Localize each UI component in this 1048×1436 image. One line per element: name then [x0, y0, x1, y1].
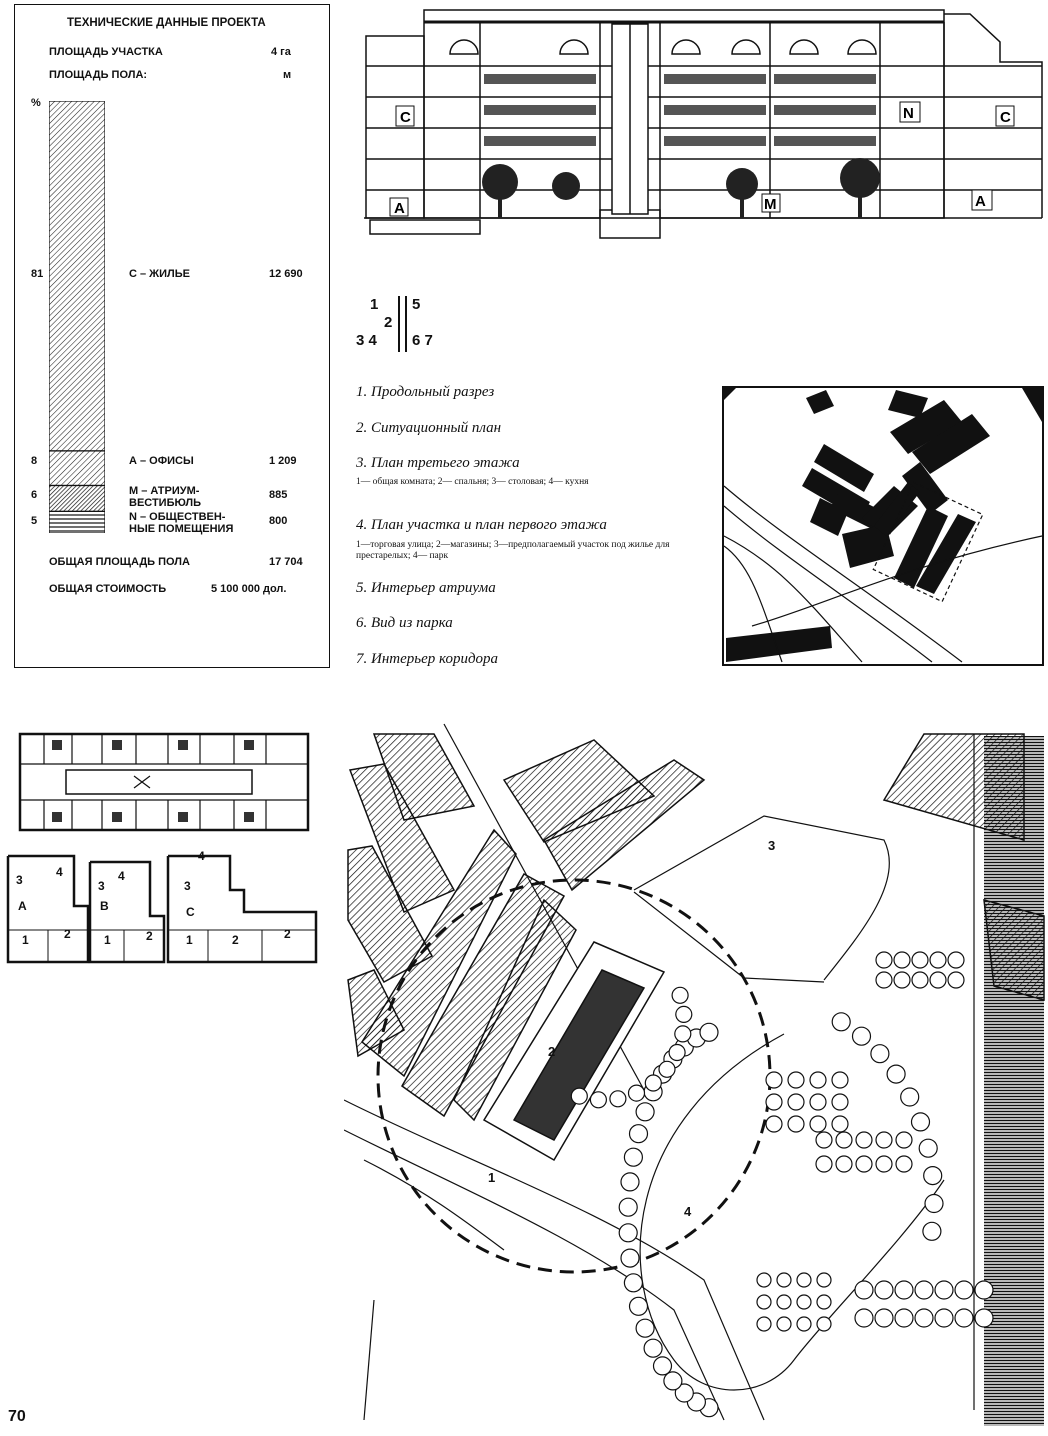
tree-symbol: [895, 1281, 913, 1299]
bar-segment-0: [49, 101, 105, 451]
bar-segment-3: [49, 511, 105, 533]
tree-symbol: [955, 1309, 973, 1327]
tree-symbol: [887, 1065, 905, 1083]
tree-symbol: [923, 1222, 941, 1240]
section-label-c-right: C: [1000, 109, 1011, 126]
unit-a-room-4: 4: [56, 865, 63, 879]
tree-symbol: [621, 1173, 639, 1191]
site-label-1: 1: [488, 1170, 496, 1185]
tree-symbol: [836, 1156, 852, 1172]
tree-symbol: [836, 1132, 852, 1148]
tree-symbol: [797, 1273, 811, 1287]
tree-symbol: [875, 1281, 893, 1299]
unit-b-label: B: [100, 899, 109, 913]
unit-c-label: C: [186, 905, 195, 919]
legend-divider: [398, 296, 407, 352]
tree-symbol: [832, 1094, 848, 1110]
unit-b-room-3: 3: [98, 879, 105, 893]
tree-symbol: [912, 1113, 930, 1131]
tree-symbol: [766, 1094, 782, 1110]
unit-c-room-4: 4: [198, 849, 205, 863]
bar-segment-1: [49, 451, 105, 486]
site-area-value: 4 га: [271, 46, 291, 58]
segment-percent-0: 81: [31, 267, 44, 280]
percent-sign: %: [31, 97, 41, 109]
tree-symbol: [912, 972, 928, 988]
floor-area-label: ПЛОЩАДЬ ПОЛА:: [49, 69, 148, 81]
tree-symbol: [856, 1156, 872, 1172]
tree-symbol: [644, 1339, 662, 1357]
segment-label-3: N – ОБЩЕСТВЕН-: [129, 511, 226, 524]
tree-symbol: [930, 972, 946, 988]
unit-c-room-1: 1: [186, 933, 193, 947]
tech-title: ТЕХНИЧЕСКИЕ ДАННЫЕ ПРОЕКТА: [67, 17, 266, 29]
tree-symbol: [619, 1198, 637, 1216]
tree-symbol: [757, 1317, 771, 1331]
caption-5: 5. Интерьер атриума: [356, 580, 496, 596]
tree-symbol: [630, 1297, 648, 1315]
tree-symbol: [901, 1088, 919, 1106]
tree-symbol: [590, 1092, 606, 1108]
tree-symbol: [766, 1072, 782, 1088]
tree-symbol: [621, 1249, 639, 1267]
segment-label-0: С – ЖИЛЬЕ: [129, 267, 190, 280]
tree-symbol: [810, 1072, 826, 1088]
figure-number-legend: [356, 296, 446, 356]
tree-symbol: [915, 1309, 933, 1327]
tree-symbol: [919, 1139, 937, 1157]
tree-symbol: [777, 1295, 791, 1309]
tree-symbol: [896, 1132, 912, 1148]
tree-symbol: [876, 952, 892, 968]
segment-percent-1: 8: [31, 454, 38, 467]
unit-b-room-2: 2: [146, 929, 153, 943]
unit-b-room-4: 4: [118, 869, 125, 883]
tree-symbol: [894, 952, 910, 968]
legend-6-7: 6 7: [412, 332, 433, 349]
section-label-m: M: [764, 196, 777, 213]
bar-segment-2: [49, 485, 105, 511]
segment-label-2: М – АТРИУМ-: [129, 485, 200, 498]
tree-symbol: [876, 972, 892, 988]
tree-symbol: [664, 1372, 682, 1390]
segment-value-0: 12 690: [269, 267, 303, 280]
legend-2: 2: [384, 314, 393, 331]
tree-symbol: [810, 1116, 826, 1132]
tree-symbol: [935, 1309, 953, 1327]
tree-symbol: [619, 1224, 637, 1242]
segment-label-line2-3: НЫЕ ПОМЕЩЕНИЯ: [129, 523, 234, 536]
segment-value-1: 1 209: [269, 454, 297, 467]
tree-symbol: [788, 1072, 804, 1088]
tree-symbol: [788, 1116, 804, 1132]
tree-symbol: [871, 1045, 889, 1063]
tree-symbol: [925, 1195, 943, 1213]
technical-data-panel: [14, 4, 330, 668]
tree-symbol: [817, 1295, 831, 1309]
tree-symbol: [757, 1295, 771, 1309]
third-floor-corridor-plan: [18, 732, 310, 832]
tree-symbol: [915, 1281, 933, 1299]
tree-symbol: [817, 1317, 831, 1331]
unit-c-room-2: 2: [232, 933, 239, 947]
tree-symbol: [645, 1075, 661, 1091]
tree-symbol: [817, 1273, 831, 1287]
tree-symbol: [816, 1132, 832, 1148]
tree-symbol: [876, 1156, 892, 1172]
caption-1: 1. Продольный разрез: [356, 384, 495, 400]
caption-7: 7. Интерьер коридора: [356, 651, 499, 667]
segment-percent-2: 6: [31, 489, 38, 502]
total-area-value: 17 704: [269, 556, 303, 568]
tree-symbol: [856, 1132, 872, 1148]
caption-4: 4. План участка и план первого этажа: [356, 517, 607, 533]
tree-symbol: [659, 1061, 675, 1077]
caption-4-legend: 1—торговая улица; 2—магазины; 3—предполагаемый участок под жилье для престарелых; 4— парк: [356, 540, 670, 561]
unit-a-label: A: [18, 899, 27, 913]
caption-3: 3. План третьего этажа: [356, 455, 520, 471]
tree-symbol: [797, 1317, 811, 1331]
section-label-a: A: [394, 200, 405, 217]
legend-3-4: 3 4: [356, 332, 377, 349]
tree-symbol: [855, 1281, 873, 1299]
unit-a-room-3: 3: [16, 873, 23, 887]
unit-c-room-3: 3: [184, 879, 191, 893]
tree-symbol: [629, 1085, 645, 1101]
segment-label-line2-2: ВЕСТИБЮЛЬ: [129, 497, 202, 510]
tree-symbol: [610, 1091, 626, 1107]
segment-percent-3: 5: [31, 515, 38, 528]
tree-symbol: [924, 1167, 942, 1185]
apartment-unit-plans: [4, 846, 320, 966]
tree-symbol: [855, 1309, 873, 1327]
tree-symbol: [700, 1023, 718, 1041]
tree-symbol: [894, 972, 910, 988]
tree-symbol: [636, 1319, 654, 1337]
section-label-n: N: [903, 105, 914, 122]
tree-symbol: [672, 987, 688, 1003]
tree-symbol: [948, 952, 964, 968]
tree-symbol: [975, 1309, 993, 1327]
site-label-4: 4: [684, 1204, 692, 1219]
caption-3-legend: 1— общая комната; 2— спальня; 3— столовая; 4— кухня: [356, 477, 589, 487]
site-label-3: 3: [768, 838, 776, 853]
tree-symbol: [636, 1103, 654, 1121]
site-plan-drawing: [344, 720, 1046, 1426]
tree-symbol: [948, 972, 964, 988]
longitudinal-section-drawing: [360, 2, 1046, 240]
total-cost-value: 5 100 000 дол.: [211, 583, 287, 595]
tree-symbol: [853, 1027, 871, 1045]
tree-symbol: [676, 1006, 692, 1022]
tree-symbol: [832, 1116, 848, 1132]
tree-symbol: [832, 1072, 848, 1088]
segment-value-2: 885: [269, 489, 288, 502]
tree-symbol: [876, 1132, 892, 1148]
section-label-c: C: [400, 109, 411, 126]
segment-value-3: 800: [269, 515, 288, 528]
site-label-2: 2: [548, 1044, 556, 1059]
total-cost-label: ОБЩАЯ СТОИМОСТЬ: [49, 583, 167, 595]
caption-6: 6. Вид из парка: [356, 615, 453, 631]
tree-symbol: [777, 1317, 791, 1331]
section-label-a-right: A: [975, 193, 986, 210]
tree-symbol: [930, 952, 946, 968]
situation-plan-drawing: [722, 386, 1044, 666]
tree-symbol: [571, 1088, 587, 1104]
site-area-label: ПЛОЩАДЬ УЧАСТКА: [49, 46, 163, 58]
tree-symbol: [896, 1156, 912, 1172]
tree-symbol: [788, 1094, 804, 1110]
tree-symbol: [669, 1045, 685, 1061]
tree-symbol: [895, 1309, 913, 1327]
caption-2: 2. Ситуационный план: [356, 420, 502, 436]
tree-symbol: [624, 1274, 642, 1292]
unit-c-room-2b: 2: [284, 927, 291, 941]
tree-symbol: [955, 1281, 973, 1299]
segment-label-1: А – ОФИСЫ: [129, 454, 194, 467]
tree-symbol: [816, 1156, 832, 1172]
unit-a-room-2: 2: [64, 927, 71, 941]
legend-1: 1: [370, 296, 379, 313]
tree-symbol: [630, 1125, 648, 1143]
legend-5: 5: [412, 296, 421, 313]
tree-symbol: [777, 1273, 791, 1287]
tree-symbol: [875, 1309, 893, 1327]
tree-symbol: [912, 952, 928, 968]
tree-symbol: [810, 1094, 826, 1110]
tree-symbol: [975, 1281, 993, 1299]
floor-area-stacked-bar: [49, 101, 105, 533]
total-area-label: ОБЩАЯ ПЛОЩАДЬ ПОЛА: [49, 556, 190, 568]
page-number: 70: [8, 1408, 26, 1425]
tree-symbol: [797, 1295, 811, 1309]
floor-area-unit: м: [283, 69, 292, 81]
tree-symbol: [757, 1273, 771, 1287]
tree-symbol: [624, 1148, 642, 1166]
tree-symbol: [675, 1026, 691, 1042]
tree-symbol: [654, 1357, 672, 1375]
tree-symbol: [832, 1013, 850, 1031]
tree-symbol: [935, 1281, 953, 1299]
unit-a-room-1: 1: [22, 933, 29, 947]
tree-symbol: [766, 1116, 782, 1132]
unit-b-room-1: 1: [104, 933, 111, 947]
